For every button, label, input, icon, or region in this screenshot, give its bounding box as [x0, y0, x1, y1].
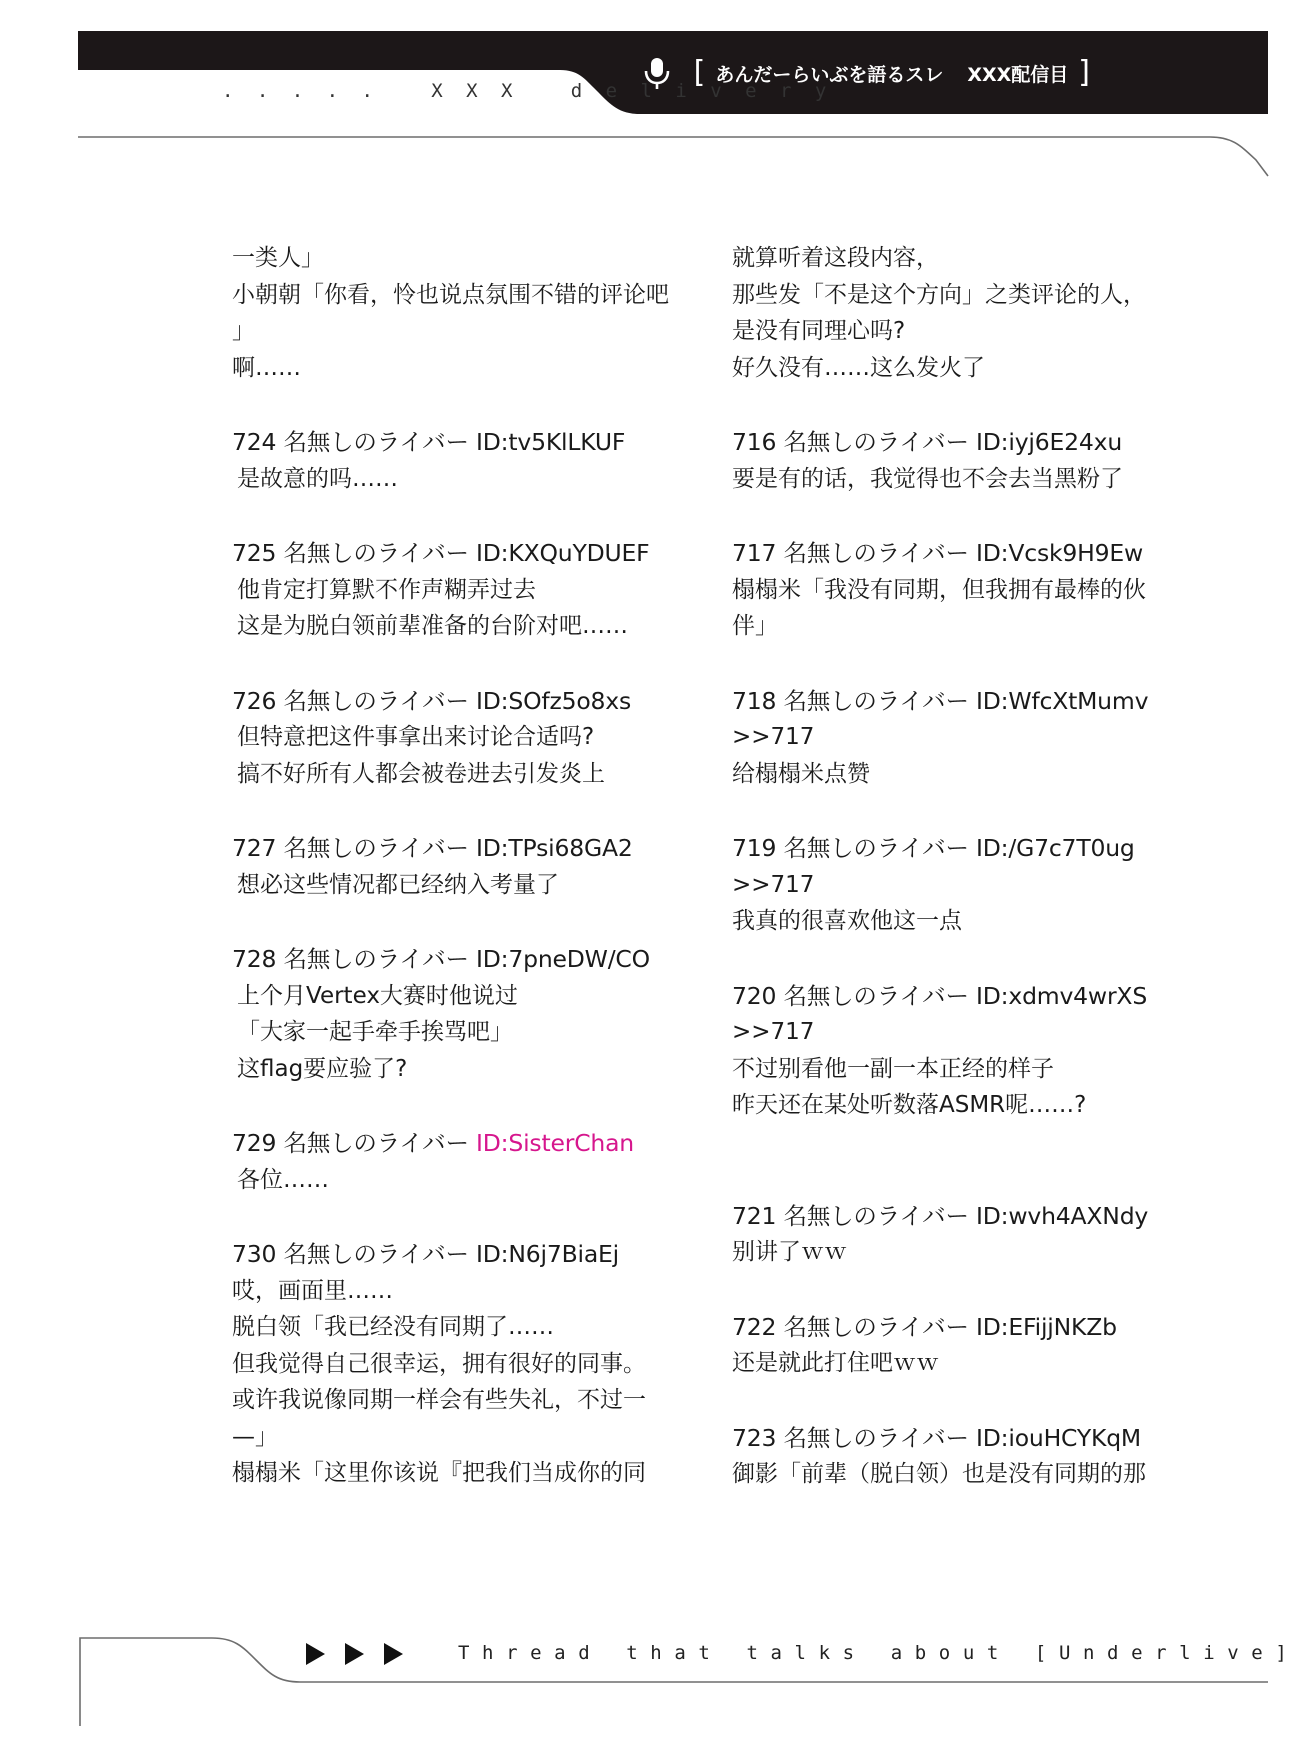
post-line: 不过别看他一副一本正经的样子	[732, 1055, 1054, 1082]
post-header: 719 名無しのライバー ID:/G7c7T0ug	[732, 834, 1135, 862]
post-723	[732, 1420, 1172, 1493]
post-line: 哎，画面里……	[232, 1277, 393, 1304]
post-line: 他肯定打算默不作声糊弄过去	[237, 576, 536, 603]
episode-label: XXX配信目	[967, 63, 1069, 86]
post-719	[732, 830, 1172, 940]
post-header: 724 名無しのライバー ID:tv5KlLKUF	[232, 428, 626, 456]
post-header: 723 名無しのライバー ID:iouHCYKqM	[732, 1423, 1141, 1452]
post-line: 但特意把这件事拿出来讨论合适吗?	[237, 724, 595, 750]
post-header: 716 名無しのライバー ID:iyj6E24xu	[732, 428, 1123, 456]
post-line: 上个月Vertex大赛时他说过	[237, 982, 518, 1009]
text-line: 啊……	[232, 354, 301, 381]
post-line: 或许我说像同期一样会有些失礼，不过一	[232, 1387, 646, 1413]
post-line: 但我觉得自己很幸运，拥有很好的同事。	[232, 1350, 646, 1377]
post-header: 727 名無しのライバー ID:TPsi68GA2	[232, 834, 633, 862]
post-725	[232, 535, 702, 645]
thread-name: あんだーらいぶを語るスレ	[715, 63, 944, 86]
post-line: 我真的很喜欢他这一点	[732, 908, 962, 934]
reply-anchor: >>717	[732, 1019, 815, 1045]
post-line: 搞不好所有人都会被卷进去引发炎上	[237, 760, 605, 787]
intro-text	[732, 240, 1172, 386]
header-title	[642, 56, 1100, 90]
post-header: 720 名無しのライバー ID:xdmv4wrXS	[732, 981, 1148, 1010]
header-subtitle: . . . . . X X X d e l i v e r y	[222, 80, 833, 102]
post-726	[232, 683, 702, 793]
footer-tagline: Thread that talks about [Underlive]	[458, 1642, 1300, 1664]
post-number-label: 729 名無しのライバー	[232, 1129, 477, 1157]
microphone-icon	[642, 56, 672, 90]
post-717	[732, 535, 1172, 645]
post-line: 各位……	[237, 1166, 329, 1193]
post-line: 伴」	[732, 613, 778, 639]
post-header: 725 名無しのライバー ID:KXQuYDUEF	[232, 539, 650, 567]
reply-anchor: >>717	[732, 724, 815, 750]
reply-anchor: >>717	[732, 871, 815, 898]
post-727	[232, 830, 702, 903]
post-718	[732, 683, 1172, 793]
text-line: 」	[232, 318, 255, 344]
post-line: —」	[232, 1423, 278, 1450]
play-arrow-icon	[345, 1643, 364, 1665]
post-724	[232, 424, 702, 497]
highlighted-user-id: ID:SisterChan	[476, 1129, 634, 1157]
intro-text	[232, 240, 702, 386]
post-line: 脱白领「我已经没有同期了……	[232, 1314, 554, 1340]
post-header: 717 名無しのライバー ID:Vcsk9H9Ew	[732, 539, 1144, 567]
post-line: 「大家一起手牵手挨骂吧」	[237, 1019, 513, 1045]
text-line: 一类人」	[232, 245, 324, 271]
post-line: 要是有的话，我觉得也不会去当黑粉了	[732, 465, 1123, 492]
post-720	[732, 978, 1172, 1124]
post-header: 721 名無しのライバー ID:wvh4AXNdy	[732, 1201, 1149, 1230]
post-line: 昨天还在某处听数落ASMR呢……?	[732, 1092, 1087, 1118]
post-line: 御影「前辈（脱白领）也是没有同期的那	[732, 1461, 1146, 1487]
post-728	[232, 941, 702, 1087]
footer-arrows	[306, 1643, 403, 1665]
post-716	[732, 424, 1172, 497]
post-line: 这flag要应验了?	[237, 1055, 408, 1082]
text-line: 就算听着这段内容，	[732, 245, 939, 271]
post-line: 还是就此打住吧ｗｗ	[732, 1350, 939, 1376]
right-column	[732, 240, 1172, 1493]
play-arrow-icon	[384, 1643, 403, 1665]
post-header: 722 名無しのライバー ID:EFijjNKZb	[732, 1312, 1117, 1341]
text-line: 那些发「不是这个方向」之类评论的人，	[732, 281, 1146, 308]
post-line: 别讲了ｗｗ	[732, 1239, 847, 1265]
post-721	[732, 1198, 1172, 1271]
text-line: 小朝朝「你看，怜也说点氛围不错的评论吧	[232, 281, 669, 308]
post-line: 这是为脱白领前辈准备的台阶对吧……	[237, 613, 628, 639]
text-line: 是没有同理心吗?	[732, 318, 906, 344]
post-header	[232, 1125, 702, 1162]
left-column	[232, 240, 702, 1492]
post-730	[232, 1236, 702, 1492]
post-line: 榻榻米「我没有同期，但我拥有最棒的伙	[732, 576, 1146, 603]
post-729	[232, 1125, 702, 1198]
post-722	[732, 1309, 1172, 1382]
play-arrow-icon	[306, 1643, 325, 1665]
footer-rule	[0, 1620, 1310, 1747]
post-header: 718 名無しのライバー ID:WfcXtMumv	[732, 686, 1149, 715]
text-line: 好久没有……这么发火了	[732, 354, 985, 381]
post-line: 是故意的吗……	[237, 465, 398, 492]
post-line: 榻榻米「这里你该说『把我们当成你的同	[232, 1460, 646, 1486]
post-header: 726 名無しのライバー ID:SOfz5o8xs	[232, 686, 632, 715]
post-header: 728 名無しのライバー ID:7pneDW/CO	[232, 945, 650, 973]
post-header: 730 名無しのライバー ID:N6j7BiaEj	[232, 1240, 620, 1268]
title-right-bracket: ]	[1078, 55, 1090, 90]
post-line: 给榻榻米点赞	[732, 760, 870, 787]
post-line: 想必这些情况都已经纳入考量了	[237, 871, 559, 898]
title-left-bracket: [	[693, 55, 706, 90]
